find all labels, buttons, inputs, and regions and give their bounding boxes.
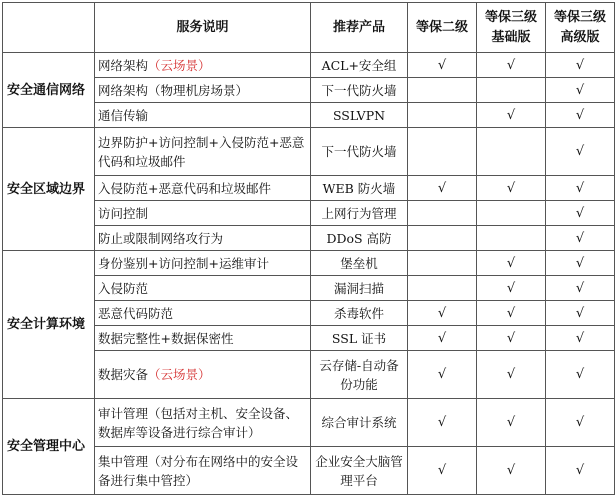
check-level2: √ — [408, 301, 477, 326]
row-product: DDoS 高防 — [311, 226, 408, 251]
check-level3-basic: √ — [477, 276, 546, 301]
row-description: 数据完整性+数据保密性 — [95, 326, 311, 351]
check-level3-basic: √ — [477, 447, 546, 495]
check-level2: √ — [408, 447, 477, 495]
check-level3-advanced: √ — [546, 301, 615, 326]
row-description: 审计管理（包括对主机、安全设备、数据库等设备进行综合审计） — [95, 399, 311, 447]
check-level3-advanced: √ — [546, 103, 615, 128]
table-row — [3, 53, 615, 78]
row-product: 下一代防火墙 — [311, 128, 408, 176]
row-product: SSLVPN — [311, 103, 408, 128]
row-description: 边界防护+访问控制+入侵防范+恶意代码和垃圾邮件 — [95, 128, 311, 176]
table-row — [3, 399, 615, 447]
check-level2 — [408, 226, 477, 251]
check-level3-basic: √ — [477, 251, 546, 276]
table-row — [3, 326, 615, 351]
check-level3-advanced: √ — [546, 399, 615, 447]
header-product: 推荐产品 — [311, 3, 408, 53]
security-compliance-table — [2, 2, 615, 495]
row-description: 入侵防范 — [95, 276, 311, 301]
table-row — [3, 251, 615, 276]
cloud-scene-note: （云场景） — [148, 367, 211, 382]
row-product: 企业安全大脑管理平台 — [311, 447, 408, 495]
cloud-scene-note: （云场景） — [148, 57, 211, 73]
check-level3-advanced: √ — [546, 201, 615, 226]
header-description: 服务说明 — [95, 3, 311, 53]
row-product: 综合审计系统 — [311, 399, 408, 447]
check-level3-advanced: √ — [546, 351, 615, 399]
check-level3-basic: √ — [477, 103, 546, 128]
check-level2: √ — [408, 326, 477, 351]
check-level3-advanced: √ — [546, 276, 615, 301]
row-description: 数据灾备（云场景） — [95, 351, 311, 399]
table-row — [3, 128, 615, 176]
table-row — [3, 301, 615, 326]
row-product: WEB 防火墙 — [311, 176, 408, 201]
row-description: 网络架构（云场景） — [95, 53, 311, 78]
row-description: 恶意代码防范 — [95, 301, 311, 326]
row-description: 防止或限制网络攻行为 — [95, 226, 311, 251]
row-product: 杀毒软件 — [311, 301, 408, 326]
row-description: 集中管理（对分布在网络中的安全设备进行集中管控） — [95, 447, 311, 495]
row-description: 通信传输 — [95, 103, 311, 128]
check-level3-advanced: √ — [546, 226, 615, 251]
header-level3-advanced: 等保三级高级版 — [546, 3, 615, 53]
check-level2 — [408, 276, 477, 301]
table-row — [3, 78, 615, 103]
row-product: 堡垒机 — [311, 251, 408, 276]
header-level3-basic: 等保三级基础版 — [477, 3, 546, 53]
table-row — [3, 276, 615, 301]
check-level3-basic — [477, 78, 546, 103]
table-row — [3, 447, 615, 495]
row-product: 上网行为管理 — [311, 201, 408, 226]
table-row — [3, 226, 615, 251]
check-level2 — [408, 128, 477, 176]
header-level2: 等保二级 — [408, 3, 477, 53]
check-level2: √ — [408, 351, 477, 399]
row-description: 入侵防范+恶意代码和垃圾邮件 — [95, 176, 311, 201]
check-level2 — [408, 251, 477, 276]
check-level3-advanced: √ — [546, 326, 615, 351]
check-level2: √ — [408, 176, 477, 201]
row-product: 云存储-自动备份功能 — [311, 351, 408, 399]
table-row — [3, 176, 615, 201]
check-level2 — [408, 201, 477, 226]
category-compute: 安全计算环境 — [3, 251, 95, 399]
check-level3-basic — [477, 128, 546, 176]
category-mgmt: 安全管理中心 — [3, 399, 95, 495]
check-level2 — [408, 78, 477, 103]
row-product: 漏洞扫描 — [311, 276, 408, 301]
table-row — [3, 201, 615, 226]
row-description: 身份鉴别+访问控制+运维审计 — [95, 251, 311, 276]
header-row — [3, 3, 615, 53]
check-level3-advanced: √ — [546, 176, 615, 201]
row-description: 网络架构（物理机房场景） — [95, 78, 311, 103]
category-boundary: 安全区域边界 — [3, 128, 95, 251]
check-level3-advanced: √ — [546, 53, 615, 78]
check-level3-advanced: √ — [546, 447, 615, 495]
table-row — [3, 351, 615, 399]
check-level2: √ — [408, 399, 477, 447]
check-level3-basic: √ — [477, 351, 546, 399]
table-row — [3, 103, 615, 128]
row-product: SSL 证书 — [311, 326, 408, 351]
row-product: 下一代防火墙 — [311, 78, 408, 103]
check-level3-advanced: √ — [546, 78, 615, 103]
check-level3-basic — [477, 226, 546, 251]
header-blank — [3, 3, 95, 53]
check-level3-basic: √ — [477, 326, 546, 351]
check-level2 — [408, 103, 477, 128]
check-level3-basic: √ — [477, 176, 546, 201]
check-level2: √ — [408, 53, 477, 78]
category-comm: 安全通信网络 — [3, 53, 95, 128]
check-level3-basic: √ — [477, 53, 546, 78]
check-level3-basic: √ — [477, 301, 546, 326]
check-level3-advanced: √ — [546, 251, 615, 276]
row-product: ACL+安全组 — [311, 53, 408, 78]
check-level3-advanced: √ — [546, 128, 615, 176]
check-level3-basic — [477, 201, 546, 226]
check-level3-basic: √ — [477, 399, 546, 447]
row-description: 访问控制 — [95, 201, 311, 226]
